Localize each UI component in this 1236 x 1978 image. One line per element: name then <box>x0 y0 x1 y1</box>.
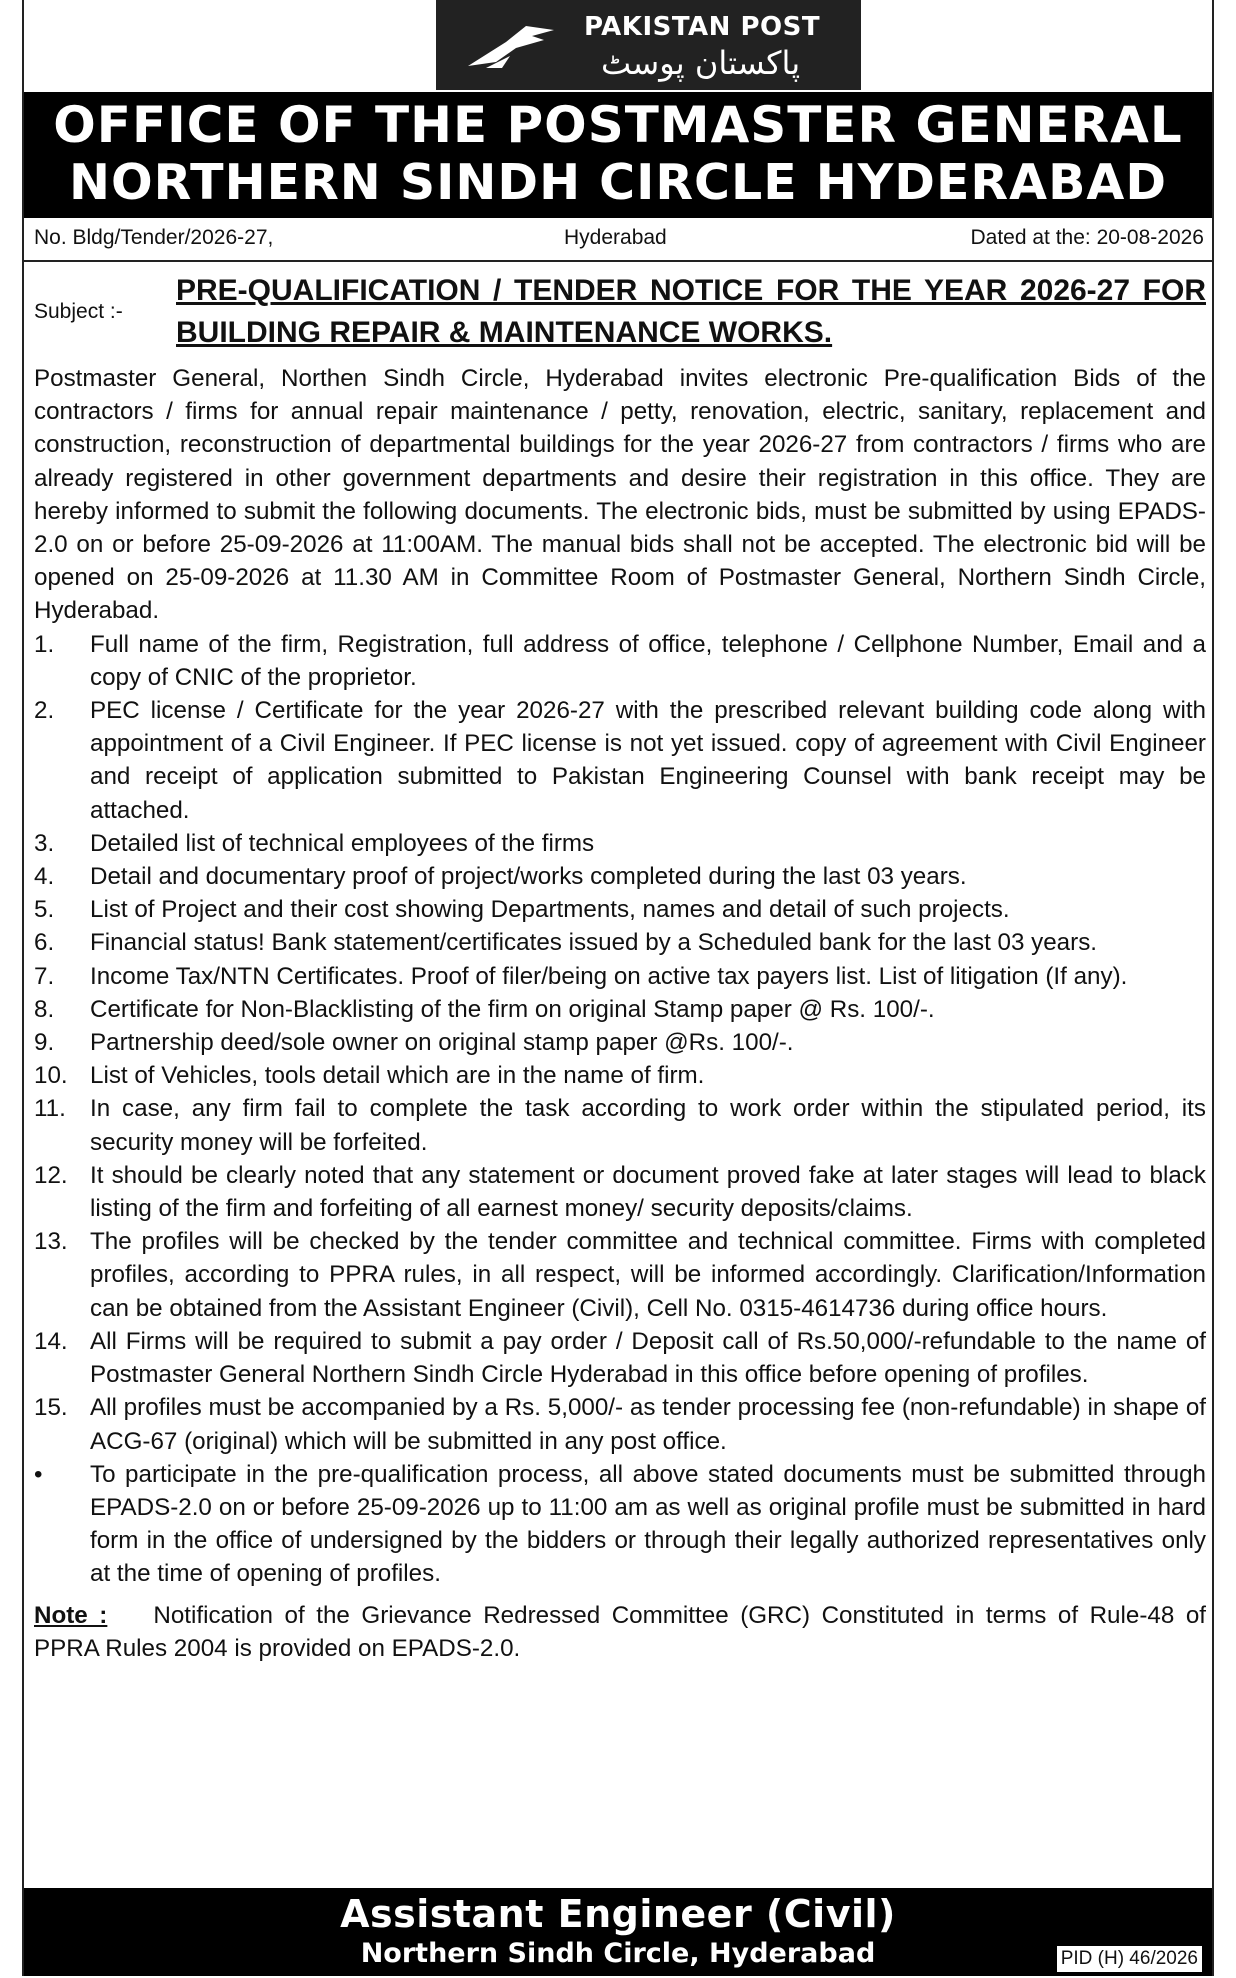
list-item-text: PEC license / Certificate for the year 2026-27 with the prescribed relevant building code along with appointment of a Civil Engineer. If PEC license is not yet issued. copy of agreement with Civil Engineer and receipt of application submitted to Pakistan Engineering Counsel with bank receipt may be attached. <box>90 697 1206 824</box>
list-item-number: 13. <box>34 1228 68 1256</box>
reference-line <box>34 226 1204 256</box>
list-item <box>34 1325 1206 1391</box>
divider <box>24 260 1212 262</box>
list-item-text: Full name of the firm, Registration, full address of office, telephone / Cellphone Number, Email and a copy of CNIC of the proprietor. <box>90 630 1206 691</box>
signatory-title: Assistant Engineer (Civil) <box>340 1892 896 1936</box>
list-item <box>34 827 1206 860</box>
list-item <box>34 1059 1206 1092</box>
list-item-text: The profiles will be checked by the tender committee and technical committee. Firms with completed profiles, according to PPRA rules, in all respect, will be informed accordingly. Clarification/Information can be obtained from the Assistant Engineer (Civil), Cell No. 0315-4614736 during office hours. <box>90 1228 1206 1322</box>
list-item-number: 5. <box>34 896 55 924</box>
logo-urdu-text: پاکستان پوسٹ <box>601 44 801 82</box>
list-item-number: 1. <box>34 630 55 658</box>
list-item-text: Certificate for Non-Blacklisting of the firm on original Stamp paper @ Rs. 100/-. <box>90 995 935 1023</box>
list-item <box>34 926 1206 959</box>
notice-page <box>22 0 1214 1976</box>
header-line-2: NORTHERN SINDH CIRCLE HYDERABAD <box>68 154 1168 211</box>
list-item <box>34 628 1206 694</box>
reference-place: Hyderabad <box>564 226 667 249</box>
list-item-number: 9. <box>34 1029 55 1057</box>
note <box>34 1599 1206 1665</box>
list-item-number: 10. <box>34 1062 68 1090</box>
note-text: Notification of the Grievance Redressed Committee (GRC) Constituted in terms of Rule-48 of PPRA Rules 2004 is provided on EPADS-2.0. <box>34 1601 1206 1662</box>
list-item-text: Partnership deed/sole owner on original stamp paper @Rs. 100/-. <box>90 1029 794 1057</box>
list-item-text: In case, any firm fail to complete the task according to work order within the stipulated period, its security money will be forfeited. <box>90 1095 1206 1156</box>
signatory-office: Northern Sindh Circle, Hyderabad <box>360 1938 876 1969</box>
pakistan-post-logo <box>436 0 861 90</box>
list-item-number: 12. <box>34 1161 68 1189</box>
list-item-number: 8. <box>34 995 55 1023</box>
list-item-number: 7. <box>34 962 55 990</box>
list-item <box>34 1391 1206 1457</box>
list-item <box>34 1458 1206 1591</box>
post-bird-icon <box>466 22 556 72</box>
intro-paragraph: Postmaster General, Northen Sindh Circle, Hyderabad invites electronic Pre-qualification Bids of the contractors / firms for annual repair maintenance / petty, renovation, electric, sanitary, replacement and construction, reconstruction of departmental buildings for the year 2026-27 from contractors / firms who are already registered in other government departments and desire their registration in this office. They are hereby informed to submit the following documents. The electronic bids, must be submitted by using EPADS-2.0 on or before 25-09-2026 at 11:00AM. The manual bids shall not be accepted. The electronic bid will be opened on 25-09-2026 at 11.30 AM in Committee Room of Postmaster General, Northern Sindh Circle, Hyderabad. <box>34 365 1206 625</box>
list-item <box>34 893 1206 926</box>
list-item-text: All Firms will be required to submit a pay order / Deposit call of Rs.50,000/-refundable to the name of Postmaster General Northern Sindh Circle Hyderabad in this office before opening of profiles. <box>90 1327 1206 1389</box>
list-item-text: To participate in the pre-qualification process, all above stated documents must be submitted through EPADS-2.0 on or before 25-09-2026 up to 11:00 am as well as original profile must be submitted in hard form in the office of undersigned by the bidders or through their legally authorized representatives only at the time of opening of profiles. <box>90 1460 1206 1588</box>
list-item <box>34 993 1206 1026</box>
note-label: Note : <box>34 1601 108 1629</box>
list-item-number: 4. <box>34 863 55 891</box>
list-item <box>34 1092 1206 1158</box>
list-item-number: 6. <box>34 929 55 957</box>
list-item-text: Income Tax/NTN Certificates. Proof of filer/being on active tax payers list. List of litigation (If any). <box>90 962 1128 990</box>
list-item-text: Detailed list of technical employees of the firms <box>90 829 595 857</box>
requirements-list <box>34 628 1206 1591</box>
list-item <box>34 694 1206 827</box>
list-item-text: All profiles must be accompanied by a Rs. 5,000/- as tender processing fee (non-refundable) in shape of ACG-67 (original) which will be submitted in any post office. <box>90 1394 1206 1455</box>
list-item-text: List of Project and their cost showing Departments, names and detail of such projects. <box>90 896 1010 924</box>
header-line-1: OFFICE OF THE POSTMASTER GENERAL <box>53 96 1183 154</box>
list-item-number: 11. <box>34 1095 66 1123</box>
list-item-text: Financial status! Bank statement/certificates issued by a Scheduled bank for the last 03 years. <box>90 929 1098 957</box>
list-item-text: It should be clearly noted that any statement or document proved fake at later stages will lead to black listing of the firm and forfeiting of all earnest money/ security deposits/claims. <box>90 1161 1206 1223</box>
logo-english-text: PAKISTAN POST <box>584 12 821 42</box>
list-item-number: 3. <box>34 829 55 857</box>
list-item <box>34 1225 1206 1325</box>
subject-label: Subject :- <box>34 300 123 323</box>
reference-number: No. Bldg/Tender/2026-27, <box>34 226 274 249</box>
list-item-number: 2. <box>34 697 55 725</box>
list-item-number: 15. <box>34 1394 68 1422</box>
list-item <box>34 1159 1206 1225</box>
reference-date: Dated at the: 20-08-2026 <box>970 226 1204 249</box>
pid-number: PID (H) 46/2026 <box>1057 1946 1202 1972</box>
subject-title: PRE-QUALIFICATION / TENDER NOTICE FOR THE YEAR 2026-27 FOR BUILDING REPAIR & MAINTENANCE WORKS. <box>176 274 1206 349</box>
signature-footer <box>24 1888 1212 1976</box>
list-item-text: List of Vehicles, tools detail which are in the name of firm. <box>90 1062 705 1090</box>
notice-body <box>34 362 1206 1665</box>
office-header <box>24 92 1212 218</box>
list-item <box>34 860 1206 893</box>
list-item-number: • <box>34 1460 43 1488</box>
list-item-text: Detail and documentary proof of project/works completed during the last 03 years. <box>90 863 967 891</box>
list-item <box>34 1026 1206 1059</box>
list-item <box>34 960 1206 993</box>
list-item-number: 14. <box>34 1327 68 1355</box>
